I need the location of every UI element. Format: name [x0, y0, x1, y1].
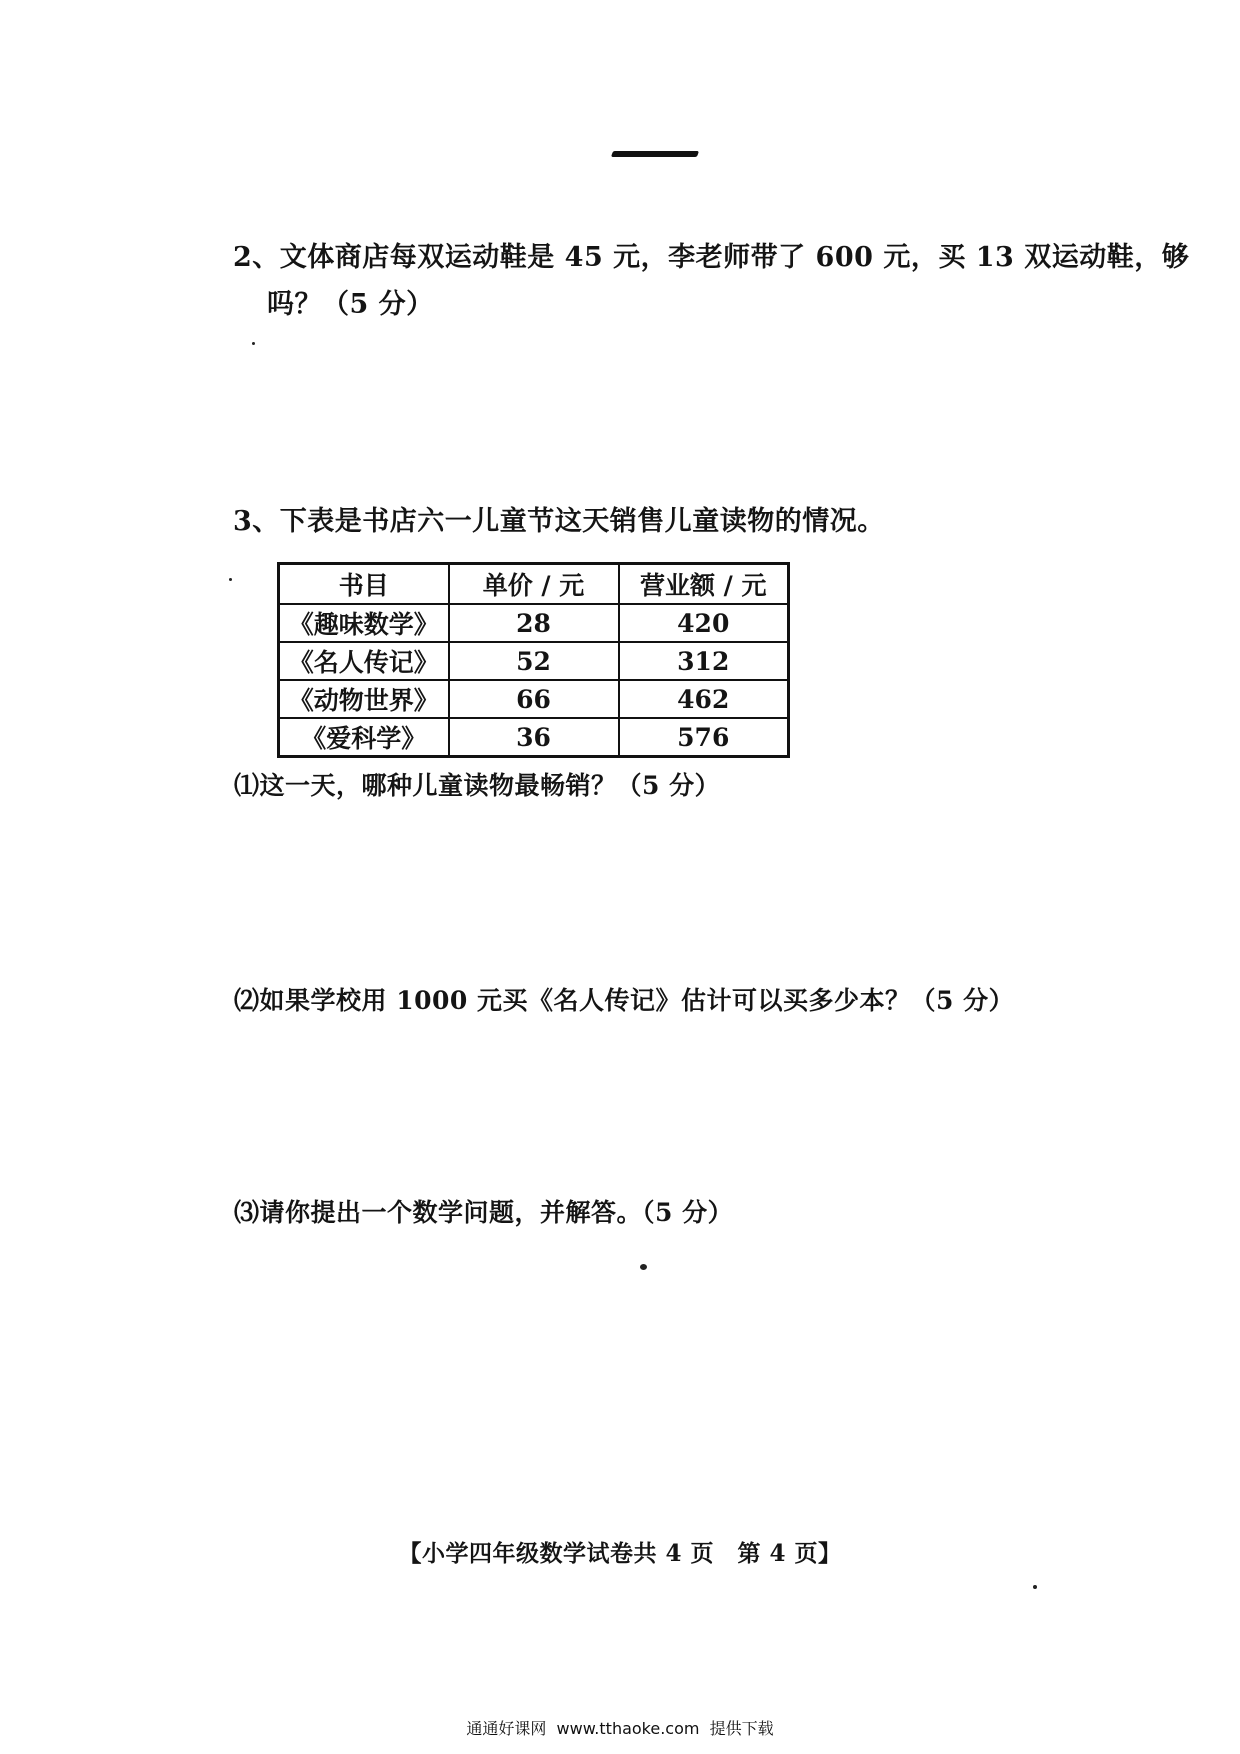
unit-price-cell: 28	[449, 604, 619, 642]
question-2-line-1: 2、文体商店每双运动鞋是 45 元，李老师带了 600 元，买 13 双运动鞋，够	[233, 242, 1190, 273]
download-site-line: 通通好课网 www.tthaoke.com 提供下载	[466, 1719, 774, 1738]
revenue-cell: 312	[619, 642, 789, 680]
scan-top-mark	[611, 151, 699, 157]
question-3-part-3: ⑶请你提出一个数学问题，并解答。（5 分）	[234, 1198, 734, 1227]
unit-price-cell: 66	[449, 680, 619, 718]
header-book-title: 书目	[279, 564, 449, 605]
question-3-text: 3、下表是书店六一儿童节这天销售儿童读物的情况。	[233, 506, 885, 537]
unit-price-cell: 36	[449, 718, 619, 757]
table-header-row	[279, 564, 789, 605]
scan-speck	[252, 342, 255, 345]
scan-speck	[1033, 1585, 1037, 1589]
book-title-cell: 《爱科学》	[279, 718, 449, 757]
scan-speck	[640, 1264, 647, 1270]
table-row	[279, 604, 789, 642]
scan-speck	[229, 578, 232, 581]
revenue-cell: 420	[619, 604, 789, 642]
question-3-part-2: ⑵如果学校用 1000 元买《名人传记》估计可以买多少本？（5 分）	[234, 986, 1015, 1015]
question-2-line-2: 吗？（5 分）	[267, 289, 434, 320]
page-footer: 【小学四年级数学试卷共 4 页 第 4 页】	[398, 1540, 842, 1567]
header-revenue: 营业额 / 元	[619, 564, 789, 605]
table-row	[279, 680, 789, 718]
question-3-part-1: ⑴这一天，哪种儿童读物最畅销？（5 分）	[234, 771, 721, 800]
table-row	[279, 642, 789, 680]
book-title-cell: 《趣味数学》	[279, 604, 449, 642]
unit-price-cell: 52	[449, 642, 619, 680]
revenue-cell: 462	[619, 680, 789, 718]
header-unit-price: 单价 / 元	[449, 564, 619, 605]
book-title-cell: 《动物世界》	[279, 680, 449, 718]
table-row	[279, 718, 789, 757]
book-sales-table	[277, 562, 790, 758]
book-title-cell: 《名人传记》	[279, 642, 449, 680]
revenue-cell: 576	[619, 718, 789, 757]
